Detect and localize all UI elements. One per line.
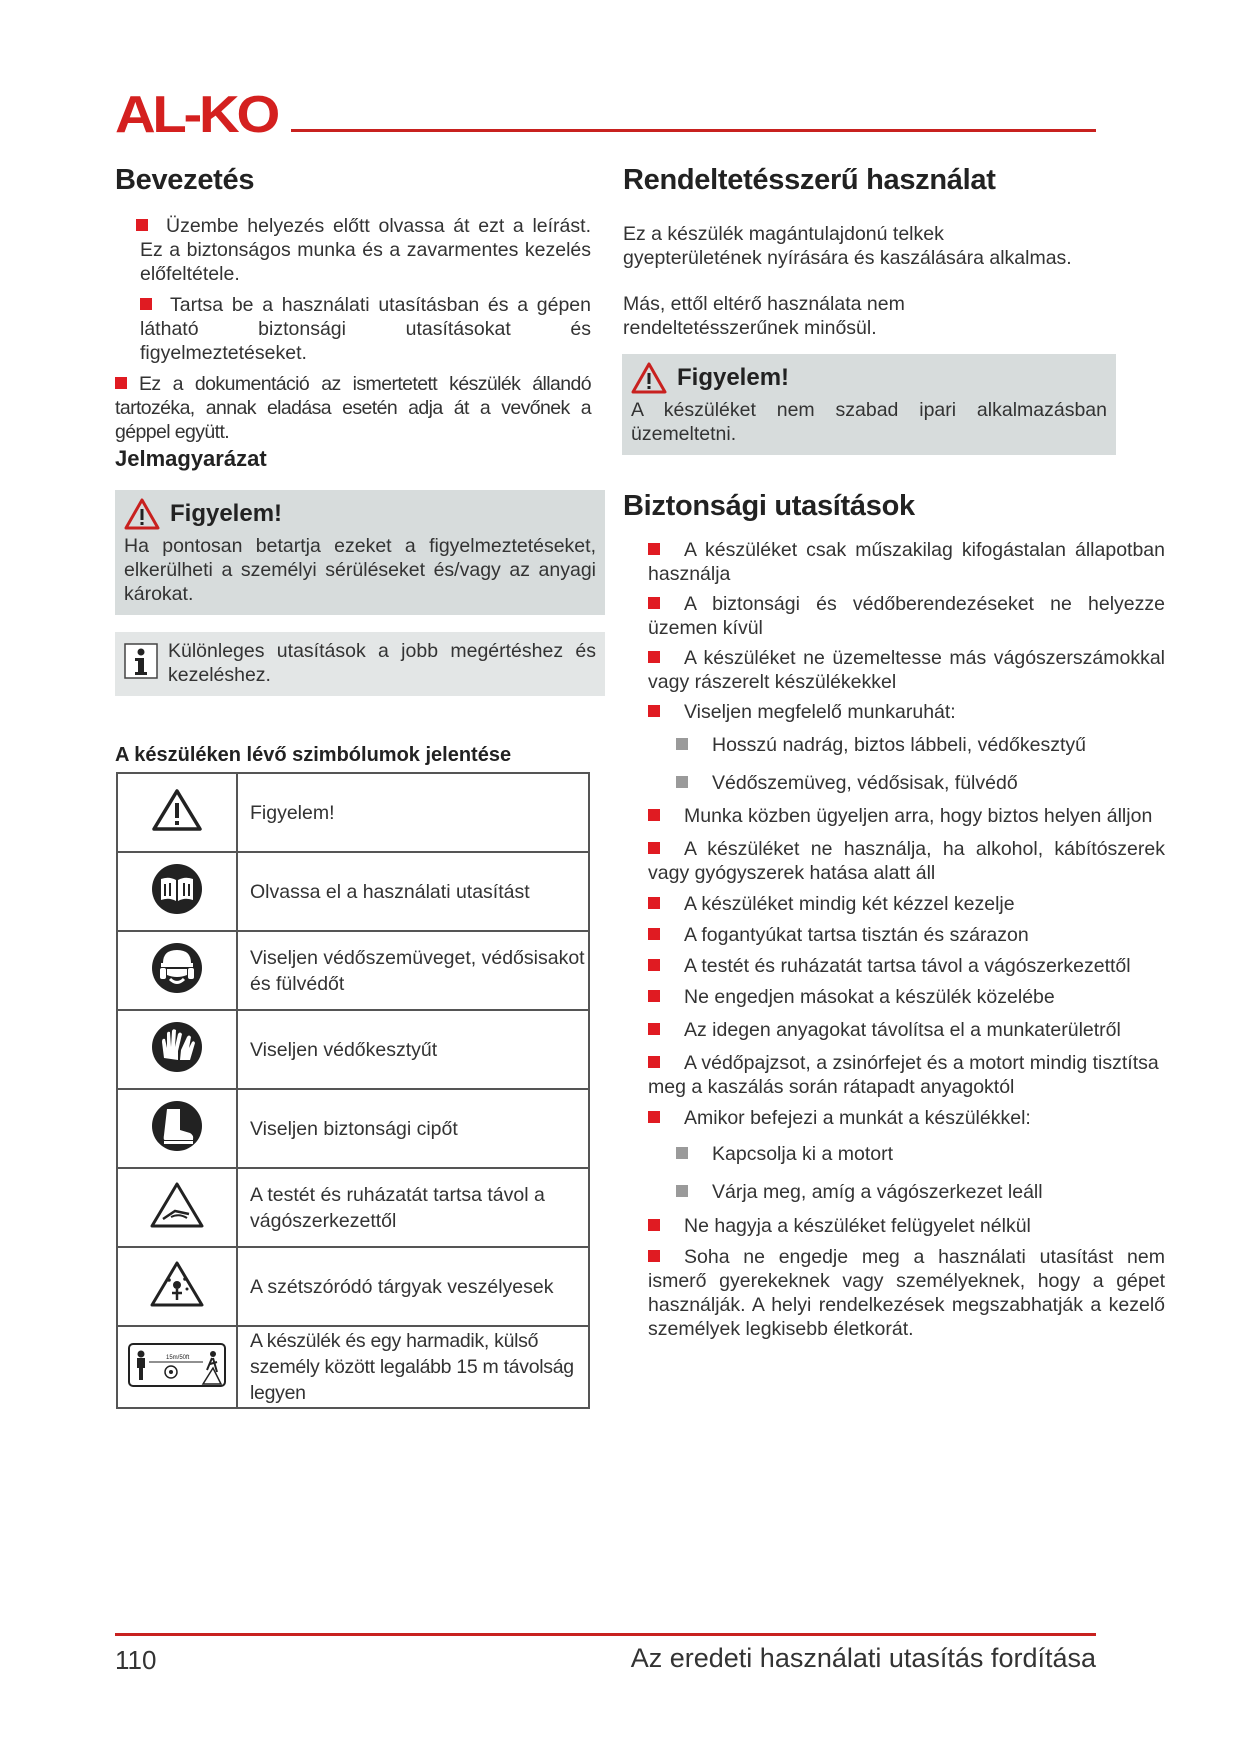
list-item: A készüléket ne használja, ha alkohol, kábítószerek vagy gyógyszerek hatása alatt áll: [648, 838, 1165, 884]
brand-logo: [115, 84, 280, 140]
list-item: Az idegen anyagokat távolítsa el a munkaterületről: [648, 1018, 1165, 1042]
footer-rule: [115, 1633, 1096, 1636]
safety-list: [648, 538, 1165, 1348]
list-item: Ne hagyja a készüléket felügyelet nélkül: [648, 1214, 1165, 1238]
list-item: Soha ne engedje meg a használati utasítást nem ismerő gyerekeknek vagy személyeknek, hogy a gépet használják. A helyi rendelkezések megszabhatják a kezelő személyek legkisebb életkorát.: [648, 1246, 1165, 1340]
symbol-text: Viseljen biztonsági cipőt: [237, 1089, 589, 1168]
symbol-text: Figyelem!: [237, 773, 589, 852]
legend-warning-box: [115, 490, 605, 615]
table-row: [117, 1168, 589, 1247]
symbol-text: A testét és ruházatát tartsa távol a vágószerkezettől: [237, 1168, 589, 1247]
distance-15m-icon: [127, 1342, 227, 1388]
table-row: [117, 852, 589, 931]
legend-warning-text: Ha pontosan betartja ezeket a figyelmeztetéseket, elkerülheti a személyi sérüléseket és/vagy az anyagi károkat.: [124, 535, 596, 605]
symbol-text: A szétszóródó tárgyak veszélyesek: [237, 1247, 589, 1326]
safety-title: Biztonsági utasítások: [623, 490, 915, 522]
list-item: A készüléket mindig két kézzel kezelje: [648, 892, 1165, 916]
list-item: A védőpajzsot, a zsinórfejet és a motort mindig tisztítsa meg a kaszálás során rátapadt anyagoktól: [648, 1052, 1159, 1098]
flying-objects-icon: [149, 1260, 205, 1308]
list-item: Munka közben ügyeljen arra, hogy biztos helyen álljon: [648, 804, 1165, 828]
intended-use-warning-box: [622, 354, 1116, 455]
legend-info-text: Különleges utasítások a jobb megértéshez és kezeléshez.: [168, 640, 596, 686]
intended-use-warning-title: Figyelem!: [677, 364, 790, 391]
symbol-text: Viseljen védőszemüveget, védősisakot és fülvédőt: [237, 931, 589, 1010]
table-row: [117, 1089, 589, 1168]
list-item: A készüléket csak műszakilag kifogástalan állapotban használja: [648, 539, 1165, 585]
safety-boot-icon: [150, 1099, 204, 1153]
table-row: [117, 931, 589, 1010]
table-row: [117, 773, 589, 852]
page-number: 110: [115, 1645, 157, 1675]
intro-section: [115, 164, 593, 197]
table-row: [117, 1247, 589, 1326]
list-item: Ez a dokumentáció az ismertetett készülék állandó tartozéka, annak eladása esetén adja át a vevőnek a géppel együtt.: [115, 373, 591, 443]
list-item: A készüléket ne üzemeltesse más vágószerszámokkal vagy rászerelt készülékekkel: [648, 647, 1165, 693]
gloves-icon: [150, 1020, 204, 1074]
warning-triangle-icon: [151, 788, 203, 832]
footer-text: Az eredeti használati utasítás fordítása: [630, 1643, 1096, 1673]
list-item: Ne engedjen másokat a készülék közelébe: [648, 985, 1165, 1009]
legend-info-box: [115, 632, 605, 696]
list-item: Hosszú nadrág, biztos lábbeli, védőkesztyű: [676, 733, 1165, 757]
table-row: [117, 1326, 589, 1408]
logo-text: AL-KO: [115, 86, 279, 140]
list-item: Kapcsolja ki a motort: [676, 1142, 1165, 1166]
header-rule: [291, 129, 1096, 132]
legend-warning-title: Figyelem!: [170, 500, 283, 527]
intended-use-para2: Más, ettől eltérő használata nem rendeltetésszerűnek minősül.: [623, 293, 905, 339]
symbol-text: A készülék és egy harmadik, külső személy között legalább 15 m távolság legyen: [237, 1326, 589, 1408]
symbols-table: [116, 772, 590, 1409]
distance-label: 15m/50ft: [166, 1354, 190, 1361]
eye-ear-protection-icon: [150, 941, 204, 995]
list-item: Tartsa be a használati utasításban és a gépen látható biztonsági utasításokat és figyelmeztetéseket.: [140, 294, 591, 364]
intro-list: [115, 214, 591, 451]
symbol-text: Olvassa el a használati utasítást: [237, 852, 589, 931]
intended-use-title: Rendeltetésszerű használat: [623, 164, 996, 196]
symbols-title: A készüléken lévő szimbólumok jelentése: [115, 744, 512, 766]
table-row: [117, 1010, 589, 1089]
list-item: Üzembe helyezés előtt olvassa át ezt a leírást. Ez a biztonságos munka és a zavarmentes kezelés előfeltétele.: [115, 214, 591, 286]
warning-triangle-icon: [124, 498, 160, 530]
warning-triangle-icon: [631, 362, 667, 394]
info-icon: [124, 643, 158, 679]
intended-use-para1: Ez a készülék magántulajdonú telkek gyepterületének nyírására és kaszálására alkalmas.: [623, 223, 1072, 269]
list-item: A biztonsági és védőberendezéseket ne helyezze üzemen kívül: [648, 593, 1165, 639]
list-item: Viseljen megfelelő munkaruhát:: [648, 700, 1165, 724]
read-manual-icon: [150, 862, 204, 916]
list-item: Védőszemüveg, védősisak, fülvédő: [676, 771, 1165, 795]
list-item: Várja meg, amíg a vágószerkezet leáll: [676, 1180, 1165, 1204]
list-item: A fogantyúkat tartsa tisztán és szárazon: [648, 923, 1165, 947]
intended-use-warning-text: A készüléket nem szabad ipari alkalmazásban üzemeltetni.: [631, 399, 1107, 445]
list-item: A testét és ruházatát tartsa távol a vágószerkezettől: [648, 954, 1165, 978]
list-item: Amikor befejezi a munkát a készülékkel:: [648, 1106, 1165, 1130]
cutting-tool-hazard-icon: [149, 1181, 205, 1229]
symbol-text: Viseljen védőkesztyűt: [237, 1010, 589, 1089]
intro-title: Bevezetés: [115, 164, 255, 196]
legend-title: Jelmagyarázat: [115, 446, 267, 471]
